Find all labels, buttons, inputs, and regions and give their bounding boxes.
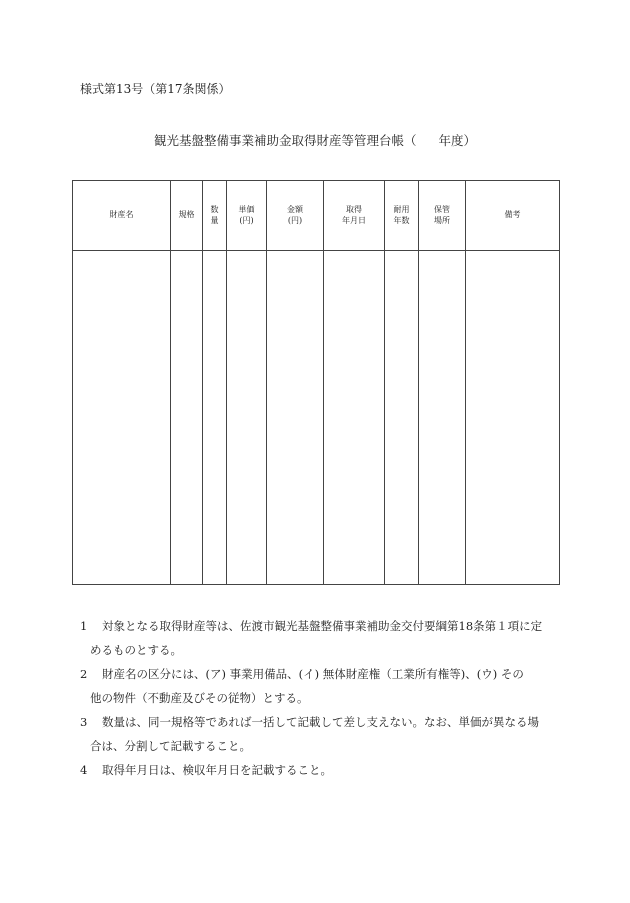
note-text: 対象となる取得財産等は、佐渡市観光基盤整備事業補助金交付要綱第18条第１項に定: [102, 619, 543, 633]
header-quantity: 数 量: [203, 181, 227, 251]
form-number: 様式第13号（第17条関係）: [80, 82, 231, 96]
notes-list: [80, 614, 560, 782]
note-number: 3: [80, 715, 88, 729]
cell-useful-life[interactable]: [385, 251, 419, 585]
cell-asset-name[interactable]: [73, 251, 171, 585]
cell-acquisition-date[interactable]: [324, 251, 385, 585]
header-spec: 規格: [171, 181, 203, 251]
header-asset-name: 財産名: [73, 181, 171, 251]
header-storage-location: 保管 場所: [419, 181, 466, 251]
title-year-suffix: 年度）: [438, 133, 477, 148]
asset-ledger-table: [72, 180, 560, 585]
cell-spec[interactable]: [171, 251, 203, 585]
note-number: 4: [80, 763, 88, 777]
cell-amount[interactable]: [267, 251, 324, 585]
note-text-continued: めるものとする。: [90, 643, 182, 657]
note-number: 1: [80, 619, 88, 633]
note-text: 取得年月日は、検収年月日を記載すること。: [102, 763, 332, 777]
note-text-continued: 他の物件（不動産及びその従物）とする。: [90, 691, 309, 705]
note-text: 数量は、同一規格等であれば一括して記載して差し支えない。なお、単価が異なる場: [102, 715, 539, 729]
header-unit-price: 単価 (円): [227, 181, 267, 251]
note-text-continued: 合は、分割して記載すること。: [90, 739, 251, 753]
note-item: [80, 662, 560, 710]
cell-unit-price[interactable]: [227, 251, 267, 585]
header-remarks: 備考: [466, 181, 560, 251]
note-item: [80, 614, 560, 662]
table-body-row: [73, 251, 560, 585]
table-header-row: [73, 181, 560, 251]
note-item: [80, 758, 560, 782]
note-item: [80, 710, 560, 758]
note-number: 2: [80, 667, 88, 681]
header-useful-life: 耐用 年数: [385, 181, 419, 251]
document-title: [0, 131, 630, 149]
header-acquisition-date: 取得 年月日: [324, 181, 385, 251]
title-main: 観光基盤整備事業補助金取得財産等管理台帳（: [153, 133, 417, 148]
note-text: 財産名の区分には、(ア) 事業用備品、(イ) 無体財産権（工業所有権等)、(ウ) その: [102, 667, 524, 681]
cell-remarks[interactable]: [466, 251, 560, 585]
header-amount: 金額 (円): [267, 181, 324, 251]
cell-storage-location[interactable]: [419, 251, 466, 585]
cell-quantity[interactable]: [203, 251, 227, 585]
